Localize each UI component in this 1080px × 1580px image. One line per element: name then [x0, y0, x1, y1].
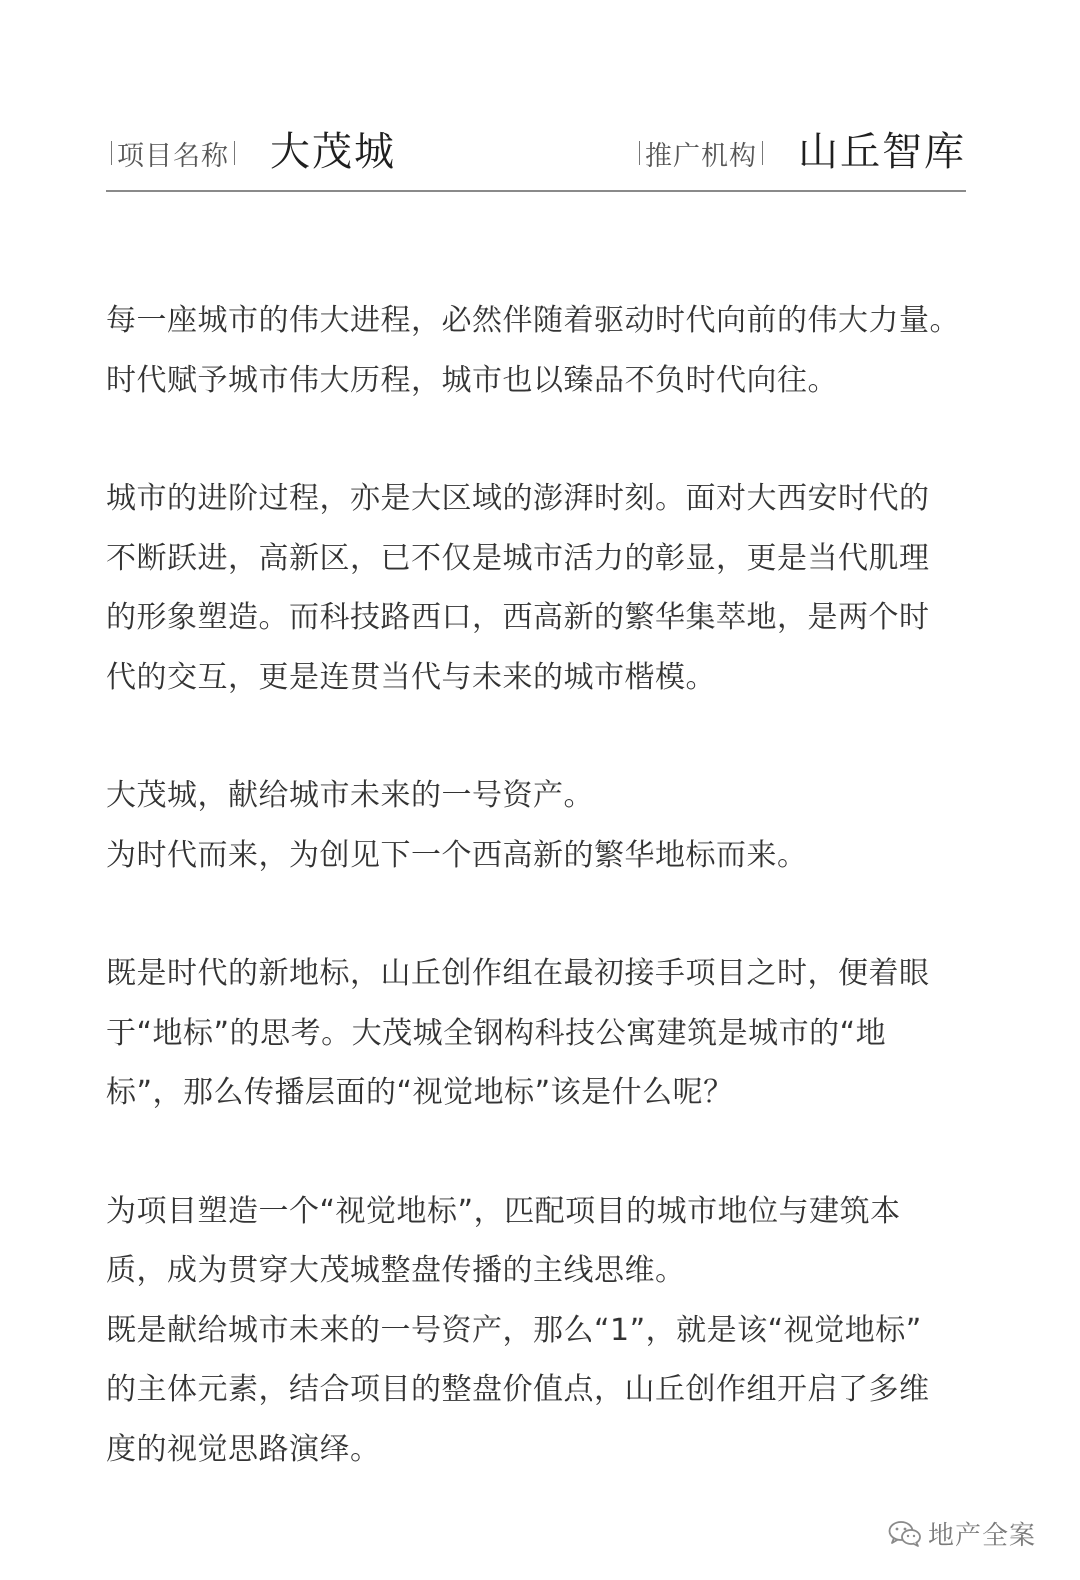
- text-line: 于“地标”的思考。大茂城全钢构科技公寓建筑是城市的“地: [106, 1015, 887, 1051]
- article-body: [106, 291, 976, 1538]
- project-label: 项目名称: [117, 141, 229, 172]
- text-line: 的形象塑造。而科技路西口，西高新的繁华集萃地，是两个时: [106, 600, 930, 635]
- text-line: 代的交互，更是连贯当代与未来的城市楷模。: [106, 659, 716, 695]
- divider-bar: [762, 141, 763, 165]
- text-line: 标”，那么传播层面的“视觉地标”该是什么呢？: [106, 1075, 734, 1110]
- project-group: [106, 120, 396, 177]
- text-line: 城市的进阶过程，亦是大区域的澎湃时刻。面对大西安时代的: [106, 481, 930, 516]
- watermark: [888, 1515, 1036, 1552]
- agency-name: 山丘智库: [798, 129, 966, 175]
- paragraph: [106, 766, 976, 885]
- text-line: 度的视觉思路演绎。: [106, 1431, 381, 1467]
- text-line: 既是时代的新地标，山丘创作组在最初接手项目之时，便着眼: [106, 956, 930, 991]
- agency-label: 推广机构: [645, 141, 757, 172]
- header: [106, 110, 966, 192]
- paragraph: [106, 1182, 976, 1480]
- paragraph: [106, 944, 976, 1123]
- text-line: 既是献给城市未来的一号资产，那么“1”，就是该“视觉地标”: [106, 1312, 922, 1348]
- watermark-text: 地产全案: [927, 1521, 1036, 1551]
- text-line: 大茂城，献给城市未来的一号资产。: [106, 778, 594, 813]
- text-line: 为时代而来，为创见下一个西高新的繁华地标而来。: [106, 837, 808, 873]
- paragraph: [106, 469, 976, 707]
- wechat-icon: [888, 1520, 922, 1548]
- text-line: 为项目塑造一个“视觉地标”，匹配项目的城市地位与建筑本: [106, 1193, 901, 1229]
- divider-bar: [111, 141, 112, 165]
- divider-bar: [639, 141, 640, 165]
- text-line: 的主体元素，结合项目的整盘价值点，山丘创作组开启了多维: [106, 1372, 930, 1407]
- text-line: 时代赋予城市伟大历程，城市也以臻品不负时代向往。: [106, 362, 838, 398]
- agency-group: [634, 120, 966, 177]
- text-line: 每一座城市的伟大进程，必然伴随着驱动时代向前的伟大力量。: [106, 303, 960, 338]
- divider-bar: [234, 141, 235, 165]
- text-line: 不断跃进，高新区，已不仅是城市活力的彰显，更是当代肌理: [106, 540, 930, 576]
- paragraph: [106, 291, 976, 410]
- text-line: 质，成为贯穿大茂城整盘传播的主线思维。: [106, 1253, 686, 1288]
- project-name: 大茂城: [270, 129, 396, 175]
